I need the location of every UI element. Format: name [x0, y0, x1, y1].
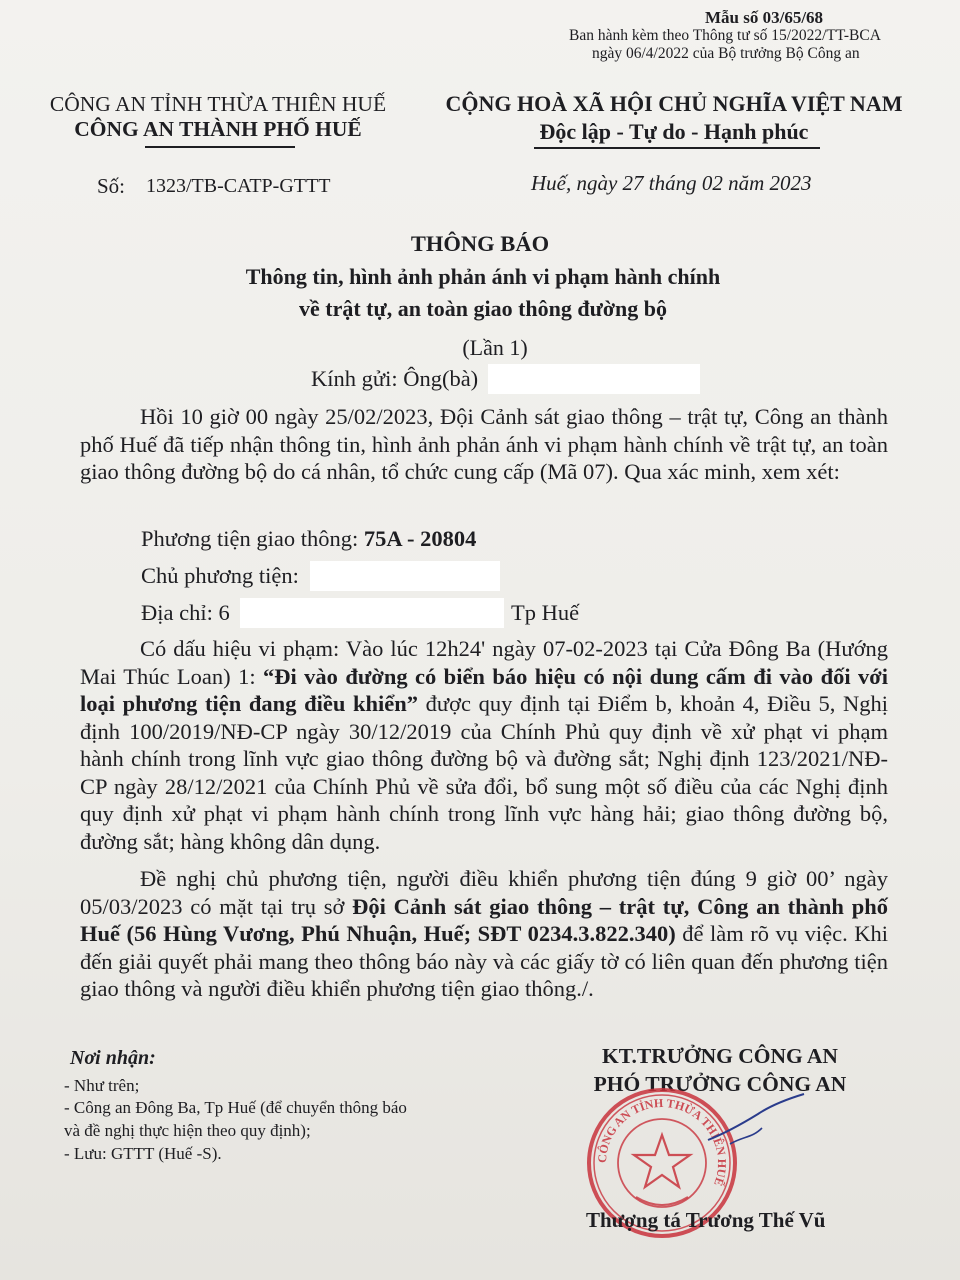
national-motto: Độc lập - Tự do - Hạnh phúc — [539, 119, 809, 144]
request-location: Đội Cảnh sát giao thông – trật tự, Công an thành phố Huế (56 Hùng Vương, Phú Nhuận, Huế; SĐT 0234.3.822.340) — [80, 893, 888, 946]
violation-paragraph — [80, 635, 888, 855]
motto-underline — [534, 147, 820, 149]
request-intro: Đề nghị chủ phương tiện, người điều khiển phương tiện đúng 9 giờ 00’ ngày 05/03/2023 có mặt tại trụ sở — [80, 866, 888, 919]
form-ref-line1: Ban hành kèm theo Thông tư số 15/2022/TT-BCA — [569, 27, 881, 44]
intro-paragraph — [80, 403, 888, 486]
signature-title-2: PHÓ TRƯỞNG CÔNG AN — [593, 1072, 847, 1096]
vehicle-row — [141, 526, 476, 552]
form-code: Mẫu số 03/65/68 — [705, 8, 824, 27]
national-title: CỘNG HOÀ XÃ HỘI CHỦ NGHĨA VIỆT NAM — [445, 91, 903, 116]
svg-text:CÔNG AN TỈNH THỪA THIÊN HUẾ: CÔNG AN TỈNH THỪA THIÊN HUẾ — [594, 1095, 730, 1188]
address-city: Tp Huế — [511, 600, 580, 625]
agency-underline — [145, 146, 295, 148]
recipient-item: - Công an Đông Ba, Tp Huế (để chuyển thông báo — [64, 1098, 407, 1117]
doc-subtitle-1: Thông tin, hình ảnh phản ánh vi phạm hành chính — [245, 264, 721, 289]
agency-name: CÔNG AN THÀNH PHỐ HUẾ — [74, 117, 362, 141]
vehicle-label: Phương tiện giao thông: — [141, 526, 359, 551]
issue-date: Huế, ngày 27 tháng 02 năm 2023 — [531, 171, 812, 195]
request-paragraph — [80, 865, 888, 1003]
request-instructions: để làm rõ vụ việc. Khi đến giải quyết phải mang theo thông báo này và các giấy tờ có liên quan đến phương tiện giao thông và người điều khiển phương tiện giao thông./. — [80, 921, 888, 1001]
vehicle-plate: 75A - 20804 — [363, 526, 477, 551]
violation-intro: Có dấu hiệu vi phạm: Vào lúc 12h24' ngày 07-02-2023 tại Cửa Đông Ba (Hướng Mai Thúc Loan) 1: — [80, 636, 888, 689]
redacted-address — [240, 598, 504, 628]
salutation: Kính gửi: Ông(bà) — [311, 366, 479, 391]
recipient-item: - Lưu: GTTT (Huế -S). — [64, 1144, 222, 1163]
address-label: Địa chỉ: 6 — [141, 600, 230, 625]
recipient-item: - Như trên; — [64, 1076, 140, 1095]
doc-round: (Lần 1) — [462, 335, 528, 360]
redacted-owner — [310, 561, 500, 591]
handwritten-signature-icon — [700, 1092, 810, 1152]
agency-parent: CÔNG AN TỈNH THỪA THIÊN HUẾ — [49, 92, 387, 116]
form-ref-line2: ngày 06/4/2022 của Bộ trưởng Bộ Công an — [592, 45, 860, 62]
signer-name: Thượng tá Trương Thế Vũ — [586, 1208, 826, 1232]
signature-title-1: KT.TRƯỞNG CÔNG AN — [602, 1044, 838, 1068]
violation-legal-basis: được quy định tại Điểm b, khoản 4, Điều 5, Nghị định 100/2019/NĐ-CP ngày 30/12/2019 của Chính Phủ quy định về xử phạt vi phạm hành chính trong lĩnh vực giao thông đường bộ và đường sắt; Nghị định 123/2021/NĐ-CP ngày 28/12/2021 của Chính Phủ về sửa đổi, bổ sung một số điều của các Nghị định quy định xử phạt vi phạm hành chính trong lĩnh vực hàng hải; giao thông đường bộ, đường sắt; hàng không dân dụng. — [80, 691, 888, 854]
violation-description: “Đi vào đường có biển báo hiệu có nội dung cấm đi vào đối với loại phương tiện đang điều khiển” — [80, 663, 888, 716]
doc-number: 1323/TB-CATP-GTTT — [146, 175, 331, 197]
address-partial: 6 — [218, 600, 230, 625]
owner-label: Chủ phương tiện: — [141, 563, 299, 588]
number-label: Số: — [97, 174, 126, 198]
doc-title: THÔNG BÁO — [410, 231, 550, 256]
intro-text: Hồi 10 giờ 00 ngày 25/02/2023, Đội Cảnh sát giao thông – trật tự, Công an thành phố Huế đã tiếp nhận thông tin, hình ảnh phản ánh vi phạm hành chính về trật tự, an toàn giao thông đường bộ do cá nhân, tổ chức cung cấp (Mã 07). Qua xác minh, xem xét: — [80, 404, 888, 484]
recipients-title: Nơi nhận: — [70, 1047, 156, 1069]
recipient-item: và đề nghị thực hiện theo quy định); — [64, 1121, 311, 1140]
redacted-recipient — [488, 364, 700, 394]
doc-subtitle-2: về trật tự, an toàn giao thông đường bộ — [298, 296, 667, 321]
